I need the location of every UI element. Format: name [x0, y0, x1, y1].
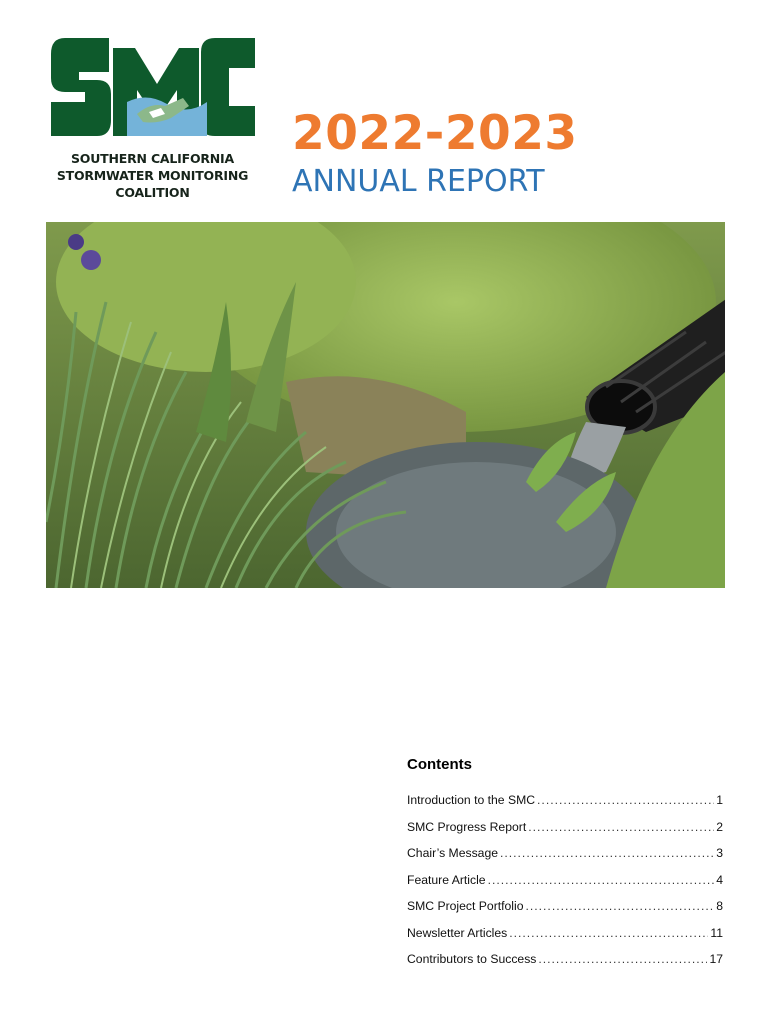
logo-line-3: COALITION — [115, 185, 190, 200]
smc-logo-icon — [47, 32, 257, 144]
report-year: 2022-2023 — [292, 106, 578, 161]
toc-entry[interactable] — [407, 926, 723, 953]
toc-entry-label: Newsletter Articles — [407, 925, 508, 940]
toc-entry-label: Chair’s Message — [407, 846, 498, 860]
smc-logo — [45, 32, 260, 202]
toc-entry-label: Feature Article — [407, 872, 486, 887]
toc-leader-dots — [500, 846, 714, 860]
toc-entry[interactable] — [407, 899, 723, 926]
toc-entry[interactable] — [407, 820, 723, 847]
toc-leader-dots — [526, 899, 715, 913]
toc-entry-page: 4 — [716, 872, 723, 887]
toc-entry[interactable] — [407, 952, 723, 979]
toc-leader-dots — [509, 926, 708, 940]
toc-entry-label: SMC Progress Report — [407, 819, 527, 834]
toc-leader-dots — [537, 793, 714, 807]
logo-caption — [45, 150, 260, 201]
toc-entry-page: 8 — [716, 899, 723, 913]
toc-entry-page: 17 — [709, 952, 723, 966]
logo-line-2: STORMWATER MONITORING — [56, 168, 249, 183]
toc-entry-label: Contributors to Success — [407, 952, 537, 966]
cover-photo — [46, 222, 725, 588]
toc-leader-dots — [488, 873, 715, 887]
toc-entry-page: 1 — [716, 793, 723, 807]
stormwater-outfall-photo-icon — [46, 222, 725, 588]
toc-entry-label: SMC Project Portfolio — [407, 899, 524, 913]
report-title: ANNUAL REPORT — [292, 164, 545, 199]
toc-heading: Contents — [407, 756, 472, 773]
toc-entry-page: 2 — [716, 819, 723, 834]
toc-entry[interactable] — [407, 793, 723, 820]
toc-entry-page: 3 — [716, 846, 723, 860]
toc-leader-dots — [528, 820, 714, 834]
toc-leader-dots — [538, 952, 707, 966]
toc-entry-page: 11 — [710, 925, 723, 940]
toc-entry[interactable] — [407, 873, 723, 900]
toc-entry-label: Introduction to the SMC — [407, 793, 536, 807]
logo-line-1: SOUTHERN CALIFORNIA — [71, 151, 234, 166]
table-of-contents — [407, 756, 723, 979]
toc-entry[interactable] — [407, 846, 723, 873]
